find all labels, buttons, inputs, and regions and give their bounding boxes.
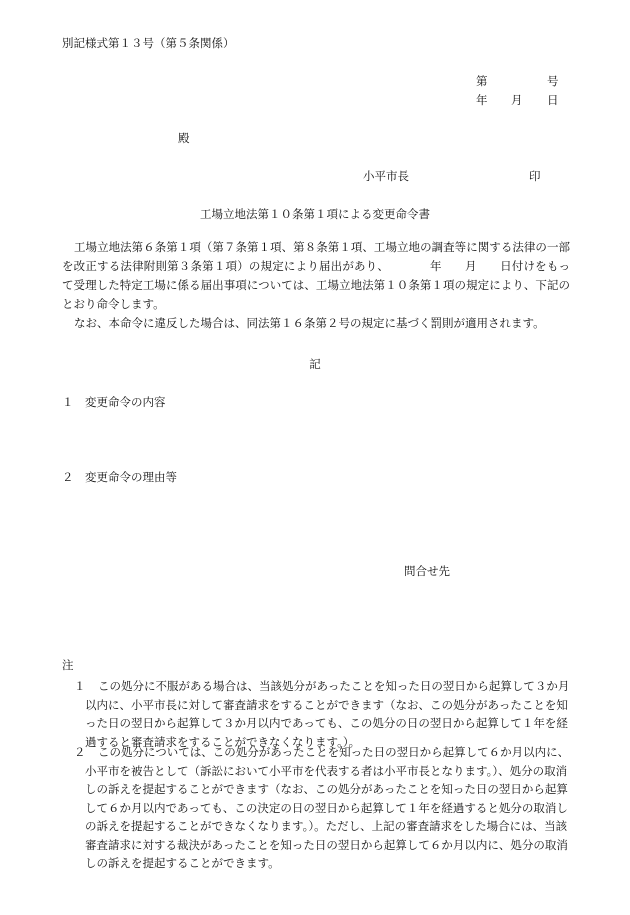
issuer-seal: 印 [529,169,541,183]
notes-heading: 注 [62,658,74,672]
note-item-2 [74,743,570,873]
date-day: 日 [547,93,559,107]
contact-label: 問合せ先 [404,564,450,578]
date-month: 月 [511,93,523,107]
doc-number-prefix: 第 [476,74,488,88]
note-item-number: １ [74,679,86,693]
addressee-honorific: 殿 [178,131,190,145]
section-1-number: １ [62,395,74,409]
body-paragraph-2: なお、本命令に違反した場合は、同法第１６条第２号の規定に基づく罰則が適用されます。 [74,316,545,330]
section-2-label: 変更命令の理由等 [85,470,177,484]
document-title: 工場立地法第１０条第１項による変更命令書 [200,207,430,221]
section-1-label: 変更命令の内容 [85,395,166,409]
section-2-number: ２ [62,470,74,484]
note-item-number: ２ [74,745,86,759]
date-year: 年 [476,93,488,107]
form-number: 別記様式第１３号（第５条関係） [62,36,235,50]
issuer-name: 小平市長 [363,169,409,183]
note-item-text: この処分に不服がある場合は、当該処分があったことを知った日の翌日から起算して３か月以内に、小平市長に対して審査請求をすることができます（なお、この処分があったことを知った日の翌日から起算して３か月以内であっても、この処分の日の翌日から起算して１年を経過すると審査請求をすることができなくなります。）。 [85,679,570,749]
body-paragraph-1: 工場立地法第６条第１項（第７条第１項、第８条第１項、工場立地の調査等に関する法律の一部を改正する法律附則第３条第１項）の規定により届出があり、 年 月 日付けをもって受理した特定工場に係る届出事項については、工場立地法第１０条第１項の規定により、下記のとおり命令します。 [62,240,570,311]
doc-number-suffix: 号 [547,74,559,88]
note-item-1 [74,677,570,751]
ki-marker: 記 [309,357,321,371]
note-item-text: この処分については、この処分があったことを知った日の翌日から起算して６か月以内に、小平市を被告として（訴訟において小平市を代表する者は小平市長となります。）、処分の取消しの訴えを提起することができます（なお、この処分があったことを知った日の翌日から起算して６か月以内であっても、この決定の日の翌日から起算して１年を経過すると処分の取消しの訴えを提起することができなくなります。）。ただし、上記の審査請求をした場合には、当該審査請求に対する裁決があったことを知った日の翌日から起算して６か月以内に、処分の取消しの訴えを提起することができます。 [85,745,570,870]
